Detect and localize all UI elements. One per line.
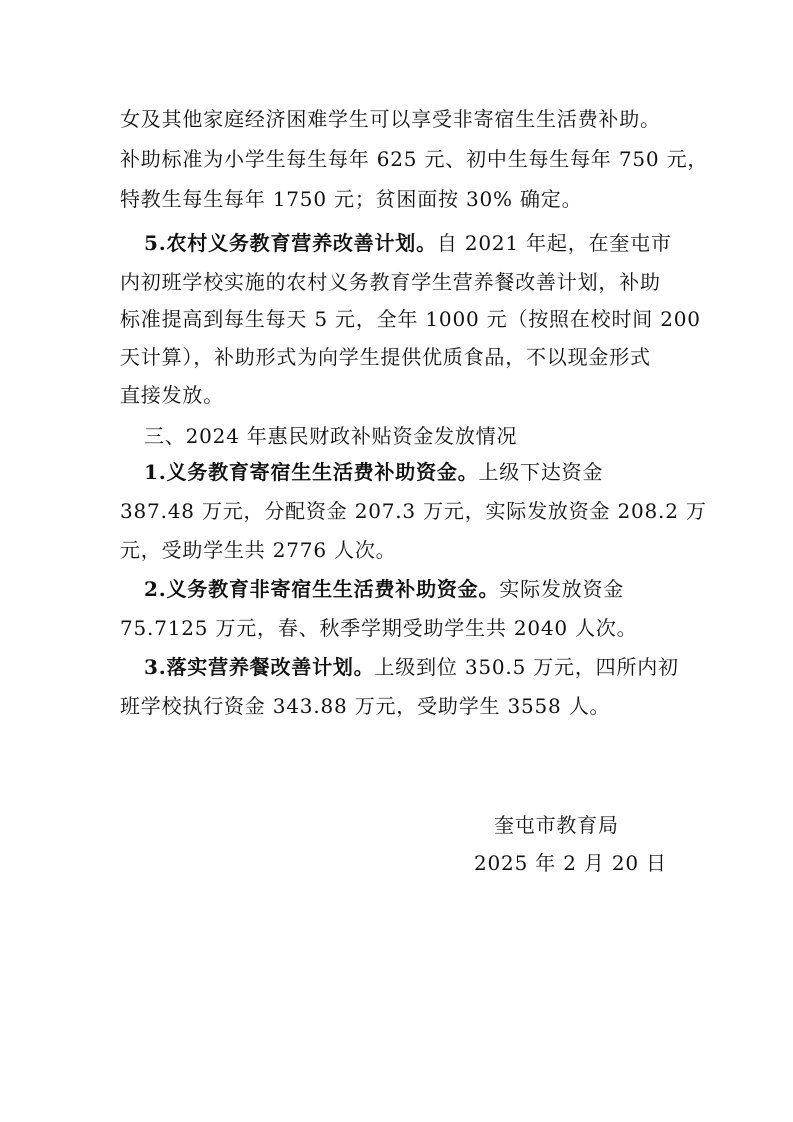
item-3-line-1-rest: 上级到位 350.5 万元，四所内初: [374, 655, 679, 679]
item-2-line-1: [144, 576, 704, 602]
item-1-line-1-rest: 上级下达资金: [478, 460, 604, 484]
paragraph-5-line-5: 直接发放。: [120, 383, 224, 407]
paragraph-5-line-3: 标准提高到每生每天 5 元，全年 1000 元（按照在校时间 200: [120, 307, 701, 331]
item-1-line-3: 元，受助学生共 2776 人次。: [120, 538, 397, 562]
paragraph-5-line-4: 天计算），补助形式为向学生提供优质食品，不以现金形式: [120, 345, 651, 369]
item-1-line-1: [144, 459, 704, 485]
item-3-line-1: [144, 654, 704, 680]
item-1-heading: 1.义务教育寄宿生生活费补助资金。: [144, 460, 479, 484]
signature-date: 2025 年 2 月 20 日: [474, 851, 667, 875]
signature-organization: 奎屯市教育局: [494, 813, 619, 837]
item-2-heading: 2.义务教育非寄宿生生活费补助资金。: [144, 577, 500, 601]
paragraph-5-line-2: 内初班学校实施的农村义务教育学生营养餐改善计划，补助: [120, 270, 661, 294]
section-3-title: 三、2024 年惠民财政补贴资金发放情况: [144, 424, 518, 448]
paragraph-4-line-3: 特教生每生每年 1750 元；贫困面按 30% 确定。: [120, 187, 583, 211]
paragraph-5-line-1-rest: 自 2021 年起，在奎屯市: [436, 231, 672, 255]
paragraph-4-line-1: 女及其他家庭经济困难学生可以享受非寄宿生生活费补助。: [120, 107, 661, 131]
paragraph-5-line-1: [144, 230, 704, 256]
item-2-line-2: 75.7125 万元，春、秋季学期受助学生共 2040 人次。: [120, 616, 638, 640]
item-3-heading: 3.落实营养餐改善计划。: [144, 655, 375, 679]
item-3-line-2: 班学校执行资金 343.88 万元，受助学生 3558 人。: [120, 694, 611, 718]
paragraph-4-line-2: 补助标准为小学生每生每年 625 元、初中生每生每年 750 元，: [120, 147, 709, 171]
paragraph-5-heading: 5.农村义务教育营养改善计划。: [144, 231, 437, 255]
item-1-line-2: 387.48 万元，分配资金 207.3 万元，实际发放资金 208.2 万: [120, 499, 707, 523]
item-2-line-1-rest: 实际发放资金: [499, 577, 625, 601]
